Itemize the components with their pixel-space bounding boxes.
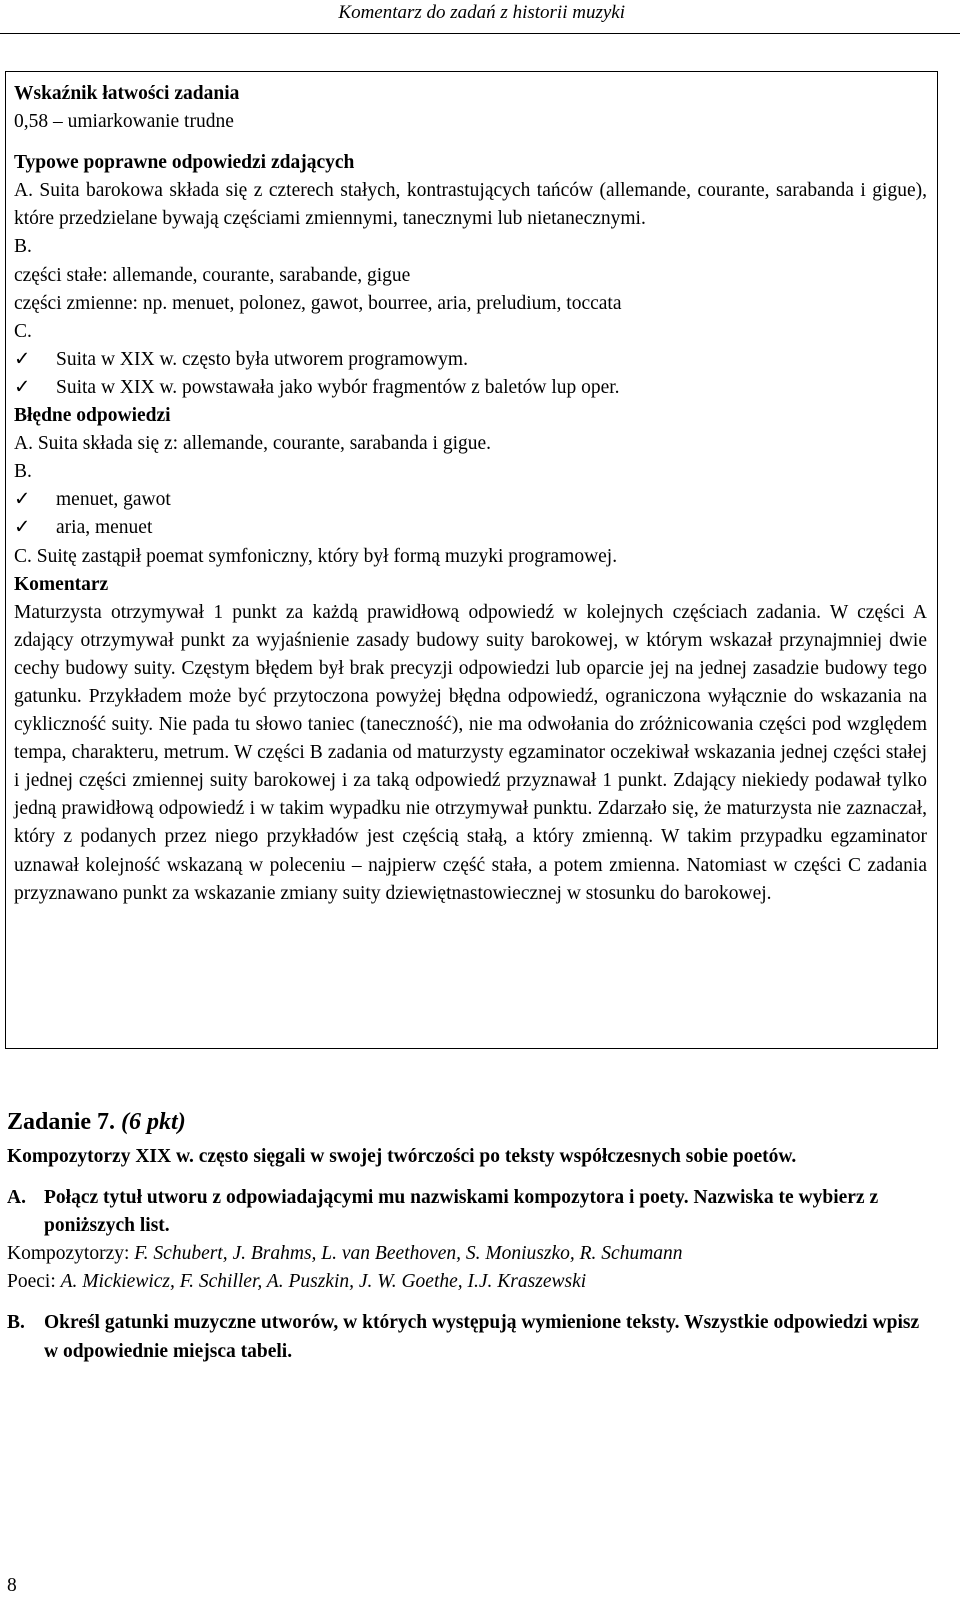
task-title: Zadanie 7. (6 pkt) [7,1109,186,1135]
easiness-value: 0,58 – umiarkowanie trudne [14,111,234,133]
composers-list: Kompozytorzy: F. Schubert, J. Brahms, L. van Beethoven, S. Moniuszko, R. Schumann [7,1243,683,1265]
task-part-b-instruction: B. Określ gatunki muzyczne utworów, w których występują wymienione teksty. Wszystkie odpowiedzi wpisz w odpowiednie miejsca tabeli. [7,1312,920,1362]
typical-answer-b-fixed: części stałe: allemande, courante, sarabande, gigue [14,264,411,286]
typical-answer-c-item: ✓ Suita w XIX w. powstawała jako wybór fragmentów z baletów lup oper. [14,374,927,402]
typical-answer-c-label: C. [14,320,32,342]
commentary-text: Maturzysta otrzymywał 1 punkt za każdą prawidłową odpowiedź w kolejnych częściach zadania. W części A zdający otrzymywał punkt za wyjaśnienie zasady budowy suity barokowej, w którym wskazał przynajmniej dwie cechy budowy suity. Częstym błędem był brak precyzji odpowiedzi lub oparcie jej na jednej zasadzie budowy tego gatunku. Przykładem może być przytoczona powyżej błędna odpowiedź, ograniczona wyłącznie do wskazania na cykliczność suity. Nie pada tu słowo taniec (taneczność), nie ma odwołania do zróżnicowania części pod względem tempa, charakteru, metrum. W części B zadania od maturzysty egzaminator oczekiwał wskazania jednej części stałej i jednej części zmiennej suity barokowej i za taką odpowiedź przyznawał 1 punkt. Zdający niekiedy podawał tylko jedną prawidłową odpowiedź i w takim wypadku nie otrzymywał punktu. Zdarzało się, że maturzysta nie zaznaczał, który z podanych przez niego przykładów jest częścią stałą, a który zmienną. W takim przypadku egzaminator uznawał kolejność wskazaną w poleceniu – najpierw część stała, a potem zmienna. Natomiast w części C zadania przyznawano punkt za wskazanie zmiany suity dziewiętnastowiecznej w stosunku do barokowej. [14,601,927,904]
typical-answer-a: A. Suita barokowa składa się z czterech stałych, kontrastujących tańców (allemande, courante, sarabanda i gigue), które przedzielane bywają częściami zmiennymi, tanecznymi lub nietanecznymi. [14,180,927,230]
typical-answer-b-label: B. [14,236,32,258]
easiness-heading: Wskaźnik łatwości zadania [14,83,240,104]
wrong-answer-c: C. Suitę zastąpił poemat symfoniczny, który był formą muzyki programowej. [14,545,618,567]
header-title: Komentarz do zadań z historii muzyki [338,2,625,23]
task-7 [7,1107,935,1366]
task-part-a-instruction: A. Połącz tytuł utworu z odpowiadającymi mu nazwiskami kompozytora i poety. Nazwiska te wybierz z poniższych list. [7,1187,879,1237]
checkmark-icon: ✓ [14,489,31,511]
wrong-answer-b-item: ✓ aria, menuet [14,514,927,542]
wrong-answer-b-item: ✓ menuet, gawot [14,486,927,514]
answer-commentary-box [5,71,938,1049]
checkmark-icon: ✓ [14,517,31,539]
page-number: 8 [7,1575,17,1596]
checkmark-icon: ✓ [14,348,31,370]
wrong-answer-b-label: B. [14,461,32,483]
typical-answers-heading: Typowe poprawne odpowiedzi zdających [14,152,355,174]
task-intro: Kompozytorzy XIX w. często sięgali w swojej twórczości po teksty współczesnych sobie poetów. [7,1146,797,1167]
wrong-answer-a: A. Suita składa się z: allemande, courante, sarabanda i gigue. [14,433,492,455]
wrong-answers-heading: Błędne odpowiedzi [14,405,171,427]
checkmark-icon: ✓ [14,376,31,398]
poets-list: Poeci: A. Mickiewicz, F. Schiller, A. Puszkin, J. W. Goethe, I.J. Kraszewski [7,1271,587,1293]
typical-answer-b-variable: części zmienne: np. menuet, polonez, gawot, bourree, aria, preludium, toccata [14,292,622,314]
header-rule [0,33,960,34]
page-header [0,0,960,38]
task-points: (6 pkt) [121,1109,186,1135]
commentary-heading: Komentarz [14,573,109,595]
typical-answer-c-item: ✓ Suita w XIX w. często była utworem programowym. [14,346,927,374]
